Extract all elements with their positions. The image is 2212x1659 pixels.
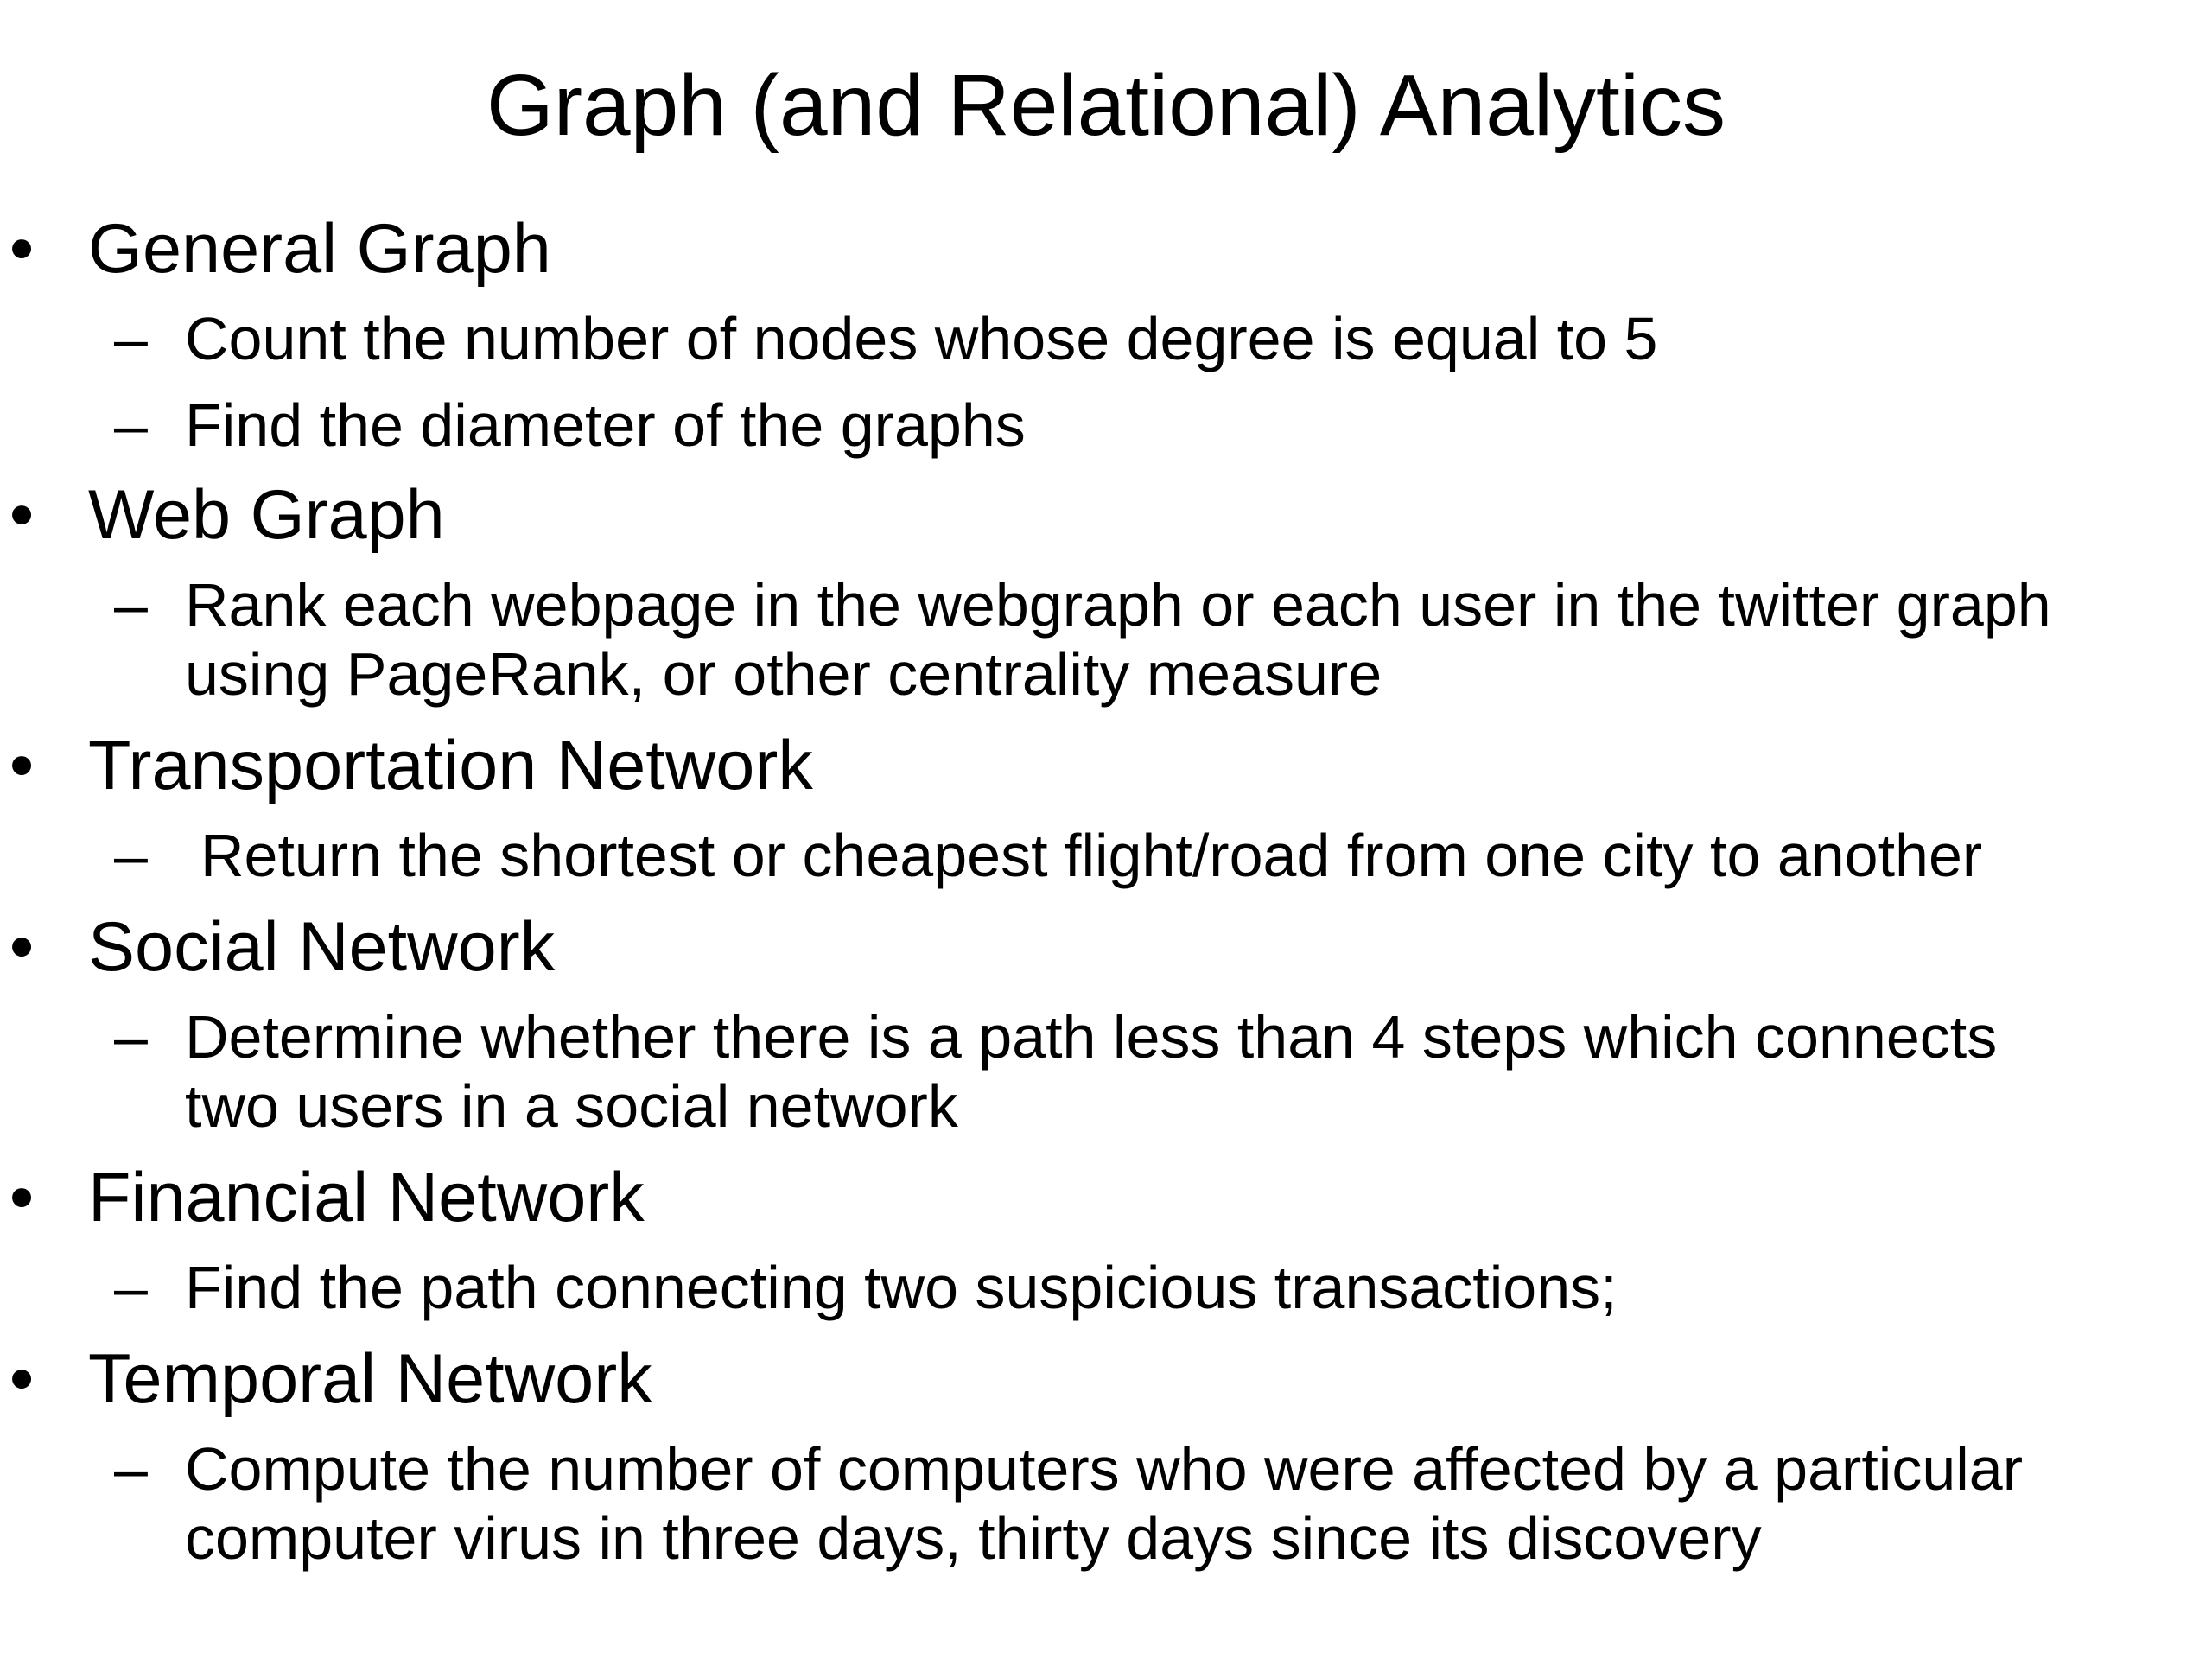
dash-marker: – <box>114 391 148 459</box>
bullet-marker: • <box>9 476 35 554</box>
bullet-marker: • <box>9 727 35 804</box>
sub-bullet-text: using PageRank, or other centrality measure <box>185 640 1382 708</box>
sub-bullet-text: computer virus in three days, thirty days since its discovery <box>185 1504 1762 1572</box>
bullet-marker: • <box>9 210 35 288</box>
dash-marker: – <box>114 1254 148 1321</box>
dash-marker: – <box>114 305 148 372</box>
sub-bullet-text: Find the diameter of the graphs <box>185 391 1026 459</box>
dash-marker: – <box>114 571 148 639</box>
bullet-heading: Financial Network <box>88 1159 645 1236</box>
bullet-marker: • <box>9 908 35 986</box>
dash-marker: – <box>114 1435 148 1503</box>
sub-bullet-text: Determine whether there is a path less than 4 steps which connects <box>185 1003 1998 1071</box>
sub-bullet-text: two users in a social network <box>185 1072 958 1140</box>
dash-marker: – <box>114 822 148 889</box>
bullet-heading: General Graph <box>88 210 551 288</box>
sub-bullet-text: Rank each webpage in the webgraph or each user in the twitter graph <box>185 571 2051 639</box>
bullet-heading: Transportation Network <box>88 727 813 804</box>
sub-bullet-text: Count the number of nodes whose degree is equal to 5 <box>185 305 1658 372</box>
sub-bullet-text: Return the shortest or cheapest flight/road from one city to another <box>200 822 1983 889</box>
bullet-heading: Temporal Network <box>88 1340 652 1418</box>
dash-marker: – <box>114 1003 148 1071</box>
bullet-heading: Social Network <box>88 908 556 986</box>
bullet-heading: Web Graph <box>88 476 445 554</box>
bullet-marker: • <box>9 1340 35 1418</box>
sub-bullet-text: Compute the number of computers who were affected by a particular <box>185 1435 2024 1503</box>
slide-title: Graph (and Relational) Analytics <box>486 57 1726 154</box>
bullet-marker: • <box>9 1159 35 1236</box>
sub-bullet-text: Find the path connecting two suspicious transactions; <box>185 1254 1618 1321</box>
